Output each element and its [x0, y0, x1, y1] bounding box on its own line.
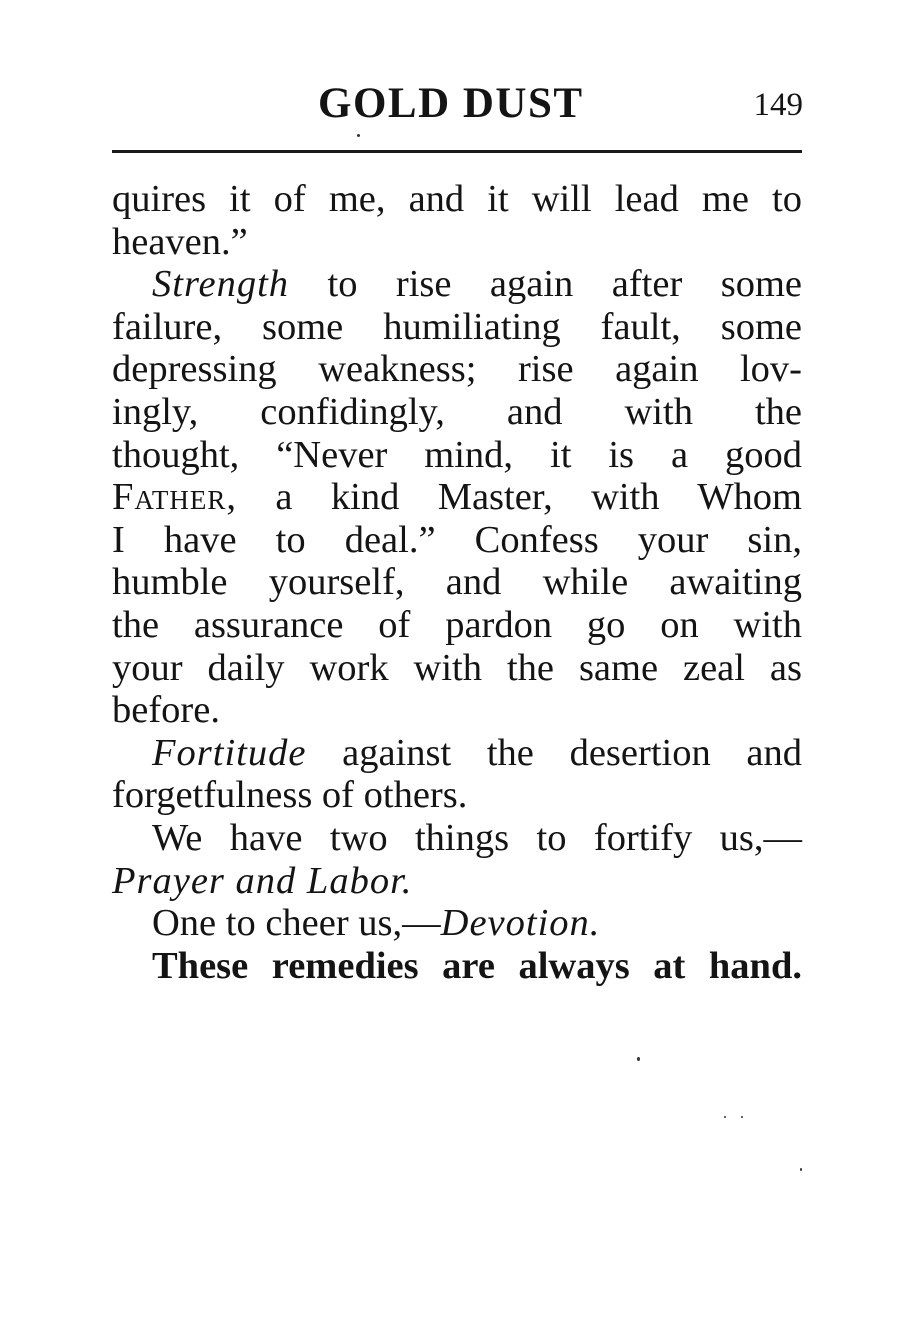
text-line: Strength to rise again after some — [152, 263, 802, 306]
text-line: We have two things to fortify us,— — [152, 816, 802, 859]
running-title: GOLD DUST — [318, 80, 584, 127]
text-line: These remedies are always at hand. — [152, 944, 802, 987]
small-caps-word: Father, — [112, 476, 238, 519]
text-line: before. — [112, 689, 220, 732]
print-speck — [800, 1168, 802, 1171]
text-line: One to cheer us,—Devotion. — [152, 902, 601, 945]
print-speck — [637, 1057, 640, 1061]
text-line: heaven.” — [112, 220, 248, 263]
text-line: forgetfulness of others. — [112, 774, 468, 817]
text-line: quires it of me, and it will lead me to — [112, 178, 802, 220]
italic-phrase: Prayer and Labor. — [112, 859, 413, 902]
text-line — [112, 860, 802, 903]
italic-word: Devotion. — [440, 902, 601, 945]
print-speck — [357, 134, 360, 137]
page-number: 149 — [753, 87, 803, 123]
italic-word: Fortitude — [152, 731, 307, 774]
header-rule — [112, 150, 802, 153]
text-line: depressing weakness; rise again lov- — [112, 348, 802, 391]
text-line: failure, some humiliating fault, some — [112, 305, 802, 348]
print-speck — [741, 1116, 743, 1118]
text-line: I have to deal.” Confess your sin, — [112, 518, 802, 561]
text-line: thought, “Never mind, it is a good — [112, 433, 802, 476]
text-line: Fortitude against the desertion and — [152, 731, 802, 774]
body-text — [112, 178, 802, 987]
text-line: humble yourself, and while awaiting — [112, 561, 802, 604]
text-line: your daily work with the same zeal as — [112, 646, 802, 689]
text-line: Father, a kind Master, with Whom — [112, 476, 802, 519]
print-speck — [724, 1116, 726, 1118]
italic-word: Strength — [152, 263, 290, 306]
text-line: the assurance of pardon go on with — [112, 603, 802, 646]
text-line: ingly, confidingly, and with the — [112, 390, 802, 433]
